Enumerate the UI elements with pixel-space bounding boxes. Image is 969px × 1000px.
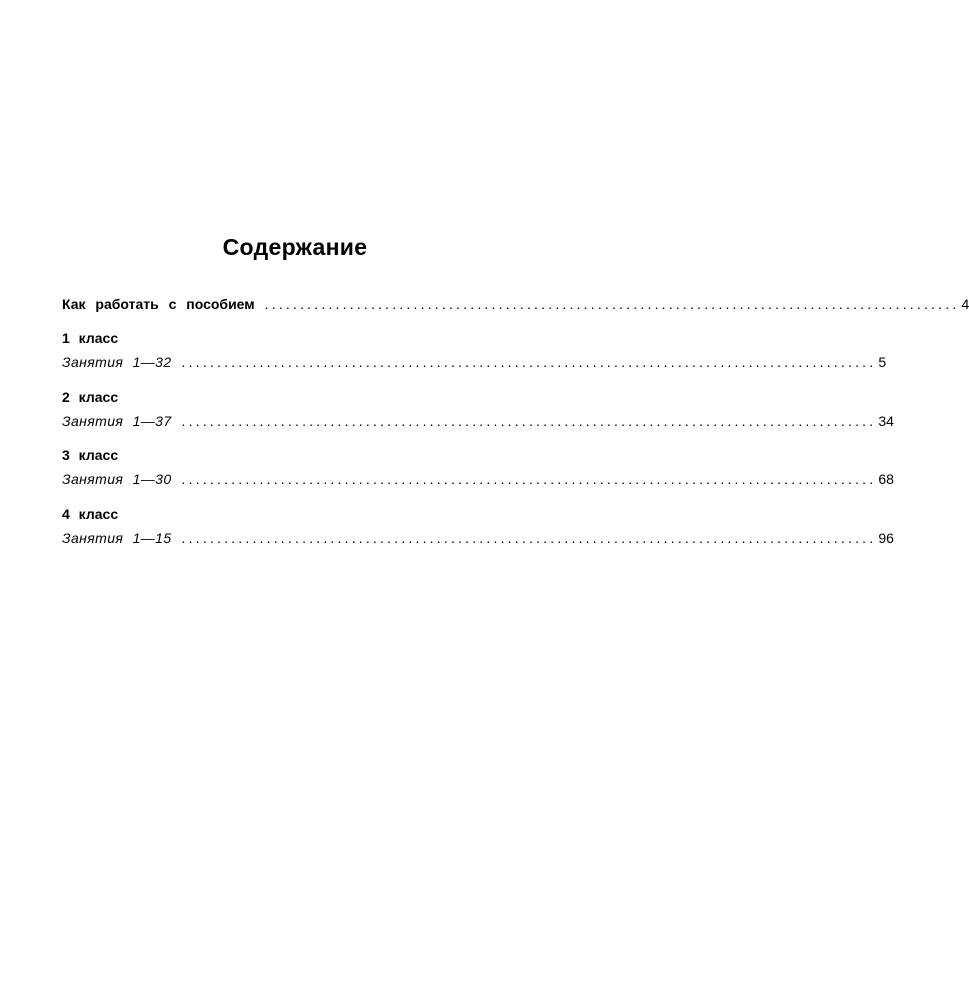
page-title: Содержание xyxy=(222,234,368,260)
toc-page-number: 34 xyxy=(878,413,894,429)
section-heading-1: 1 класс xyxy=(62,330,119,346)
toc-page-number: 4 xyxy=(961,296,969,312)
toc-entry-section-1[interactable] xyxy=(62,354,887,374)
toc-page-number: 68 xyxy=(878,471,894,487)
section-heading-3: 3 класс xyxy=(62,447,119,463)
section-heading-4: 4 класс xyxy=(62,506,119,522)
dot-leader: .................................................................................................. xyxy=(181,413,877,429)
toc-entry-label: Занятия 1—32 xyxy=(62,354,172,370)
toc-entry-label: Занятия 1—30 xyxy=(62,471,172,487)
dot-leader: .................................................................................................. xyxy=(181,530,877,546)
dot-leader: .................................................................................................. xyxy=(264,296,960,312)
toc-entry-section-3[interactable] xyxy=(62,471,894,491)
toc-entry-intro[interactable] xyxy=(62,296,969,316)
toc-entry-section-4[interactable] xyxy=(62,530,894,550)
toc-entry-section-2[interactable] xyxy=(62,413,894,433)
toc-entry-label: Как работать с пособием xyxy=(62,296,255,312)
toc-entry-label: Занятия 1—15 xyxy=(62,530,172,546)
dot-leader: .................................................................................................. xyxy=(181,354,877,370)
section-heading-2: 2 класс xyxy=(62,389,119,405)
dot-leader: .................................................................................................. xyxy=(181,471,877,487)
toc-page-number: 5 xyxy=(878,354,887,370)
toc-page-number: 96 xyxy=(878,530,894,546)
toc-entry-label: Занятия 1—37 xyxy=(62,413,172,429)
